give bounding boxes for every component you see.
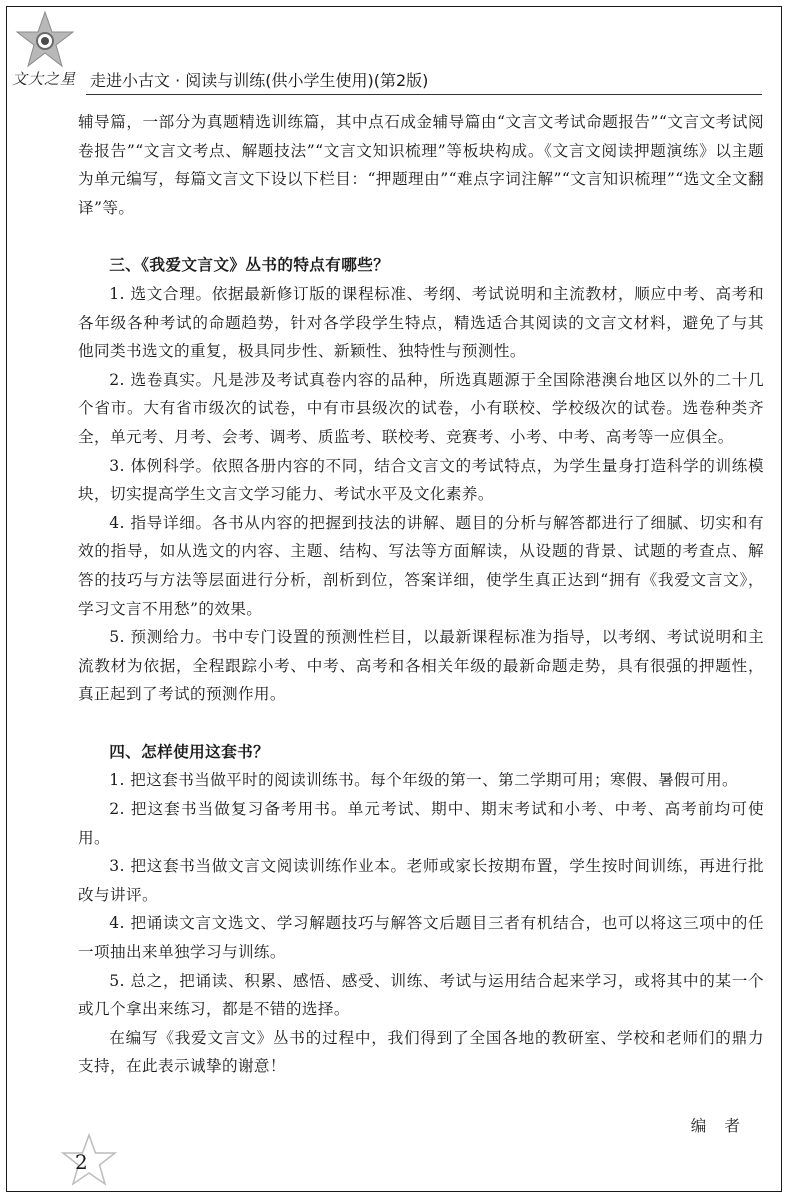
list-item: 3. 体例科学。依照各册内容的不同，结合文言文的考试特点，为学生量身打造科学的训练模块，切实提高学生文言文学习能力、考试水平及文化素养。	[78, 456, 764, 504]
list-item: 2. 把这套书当做复习备考用书。单元考试、期中、期末考试和小考、中考、高考前均可使用。	[78, 800, 764, 847]
list-item: 5. 预测给力。书中专门设置的预测性栏目，以最新课程标准为指导，以考纲、考试说明和主流教材为依据，全程跟踪小考、中考、高考和各相关年级的最新命题走势，具有很强的押题性，真正起到了考试的预测作用。	[78, 628, 764, 704]
list-item: 4. 指导详细。各书从内容的把握到技法的讲解、题目的分析与解答都进行了细腻、切实和有效的指导，如从选文的内容、主题、结构、写法等方面解读，从设题的背景、试题的考查点、解答的技巧与方法等层面进行分析，剖析到位，答案详细，使学生真正达到“拥有《我爱文言文》，学习文言不用愁”的效果。	[78, 513, 764, 618]
section-4-heading: 四、怎样使用这套书？	[109, 742, 270, 761]
page-body	[78, 108, 764, 1141]
logo-text: 文大之星	[12, 70, 77, 88]
list-item: 3. 把这套书当做文言文阅读训练作业本。老师或家长按期布置，学生按时间训练，再进行批改与讲评。	[78, 857, 764, 904]
star-icon	[60, 1132, 118, 1190]
author-signature: 编者	[690, 1117, 758, 1135]
list-item: 4. 把诵读文言文选文、学习解题技巧与解答文后题目三者有机结合，也可以将这三项中的任一项抽出来单独学习与训练。	[78, 914, 764, 962]
list-item: 1. 把这套书当做平时的阅读训练书。每个年级的第一、第二学期可用；寒假、暑假可用。	[109, 771, 738, 790]
page-header	[0, 0, 790, 110]
list-item: 2. 选卷真实。凡是涉及考试真卷内容的品种，所选真题源于全国除港澳台地区以外的二十几个省市。大有省市级次的试卷，中有市县级次的试卷，小有联校、学校级次的试卷。选卷种类齐全，单元考、月考、会考、调考、质监考、联校考、竞赛考、小考、中考、高考等一应俱全。	[78, 370, 764, 446]
page-number: 2	[75, 1150, 88, 1174]
section-3-heading: 三、《我爱文言文》丛书的特点有哪些？	[109, 256, 390, 275]
header-divider	[86, 94, 762, 95]
intro-paragraph: 辅导篇，一部分为真题精选训练篇，其中点石成金辅导篇由“文言文考试命题报告”“文言文考试阅卷报告”“文言文考点、解题技法”“文言文知识梳理”等板块构成。《文言文阅读押题演练》以主题为单元编写，每篇文言文下设以下栏目：“押题理由”“难点字词注解”“文言知识梳理”“选文全文翻译”等。	[78, 113, 764, 217]
running-header-title: 走进小古文 · 阅读与训练(供小学生使用)(第2版)	[90, 71, 429, 90]
star-logo-icon	[14, 10, 76, 72]
list-item: 1. 选文合理。依据最新修订版的课程标准、考纲、考试说明和主流教材，顺应中考、高考和各年级各种考试的命题趋势，针对各学段学生特点，精选适合其阅读的文言文材料，避免了与其他同类书选文的重复，极具同步性、新颖性、独特性与预测性。	[78, 284, 764, 361]
list-item: 5. 总之，把诵读、积累、感悟、感受、训练、考试与运用结合起来学习，或将其中的某一个或几个拿出来练习，都是不错的选择。	[78, 971, 764, 1019]
closing-paragraph: 在编写《我爱文言文》丛书的过程中，我们得到了全国各地的教研室、学校和老师们的鼎力支持，在此表示诚挚的谢意！	[78, 1028, 764, 1076]
